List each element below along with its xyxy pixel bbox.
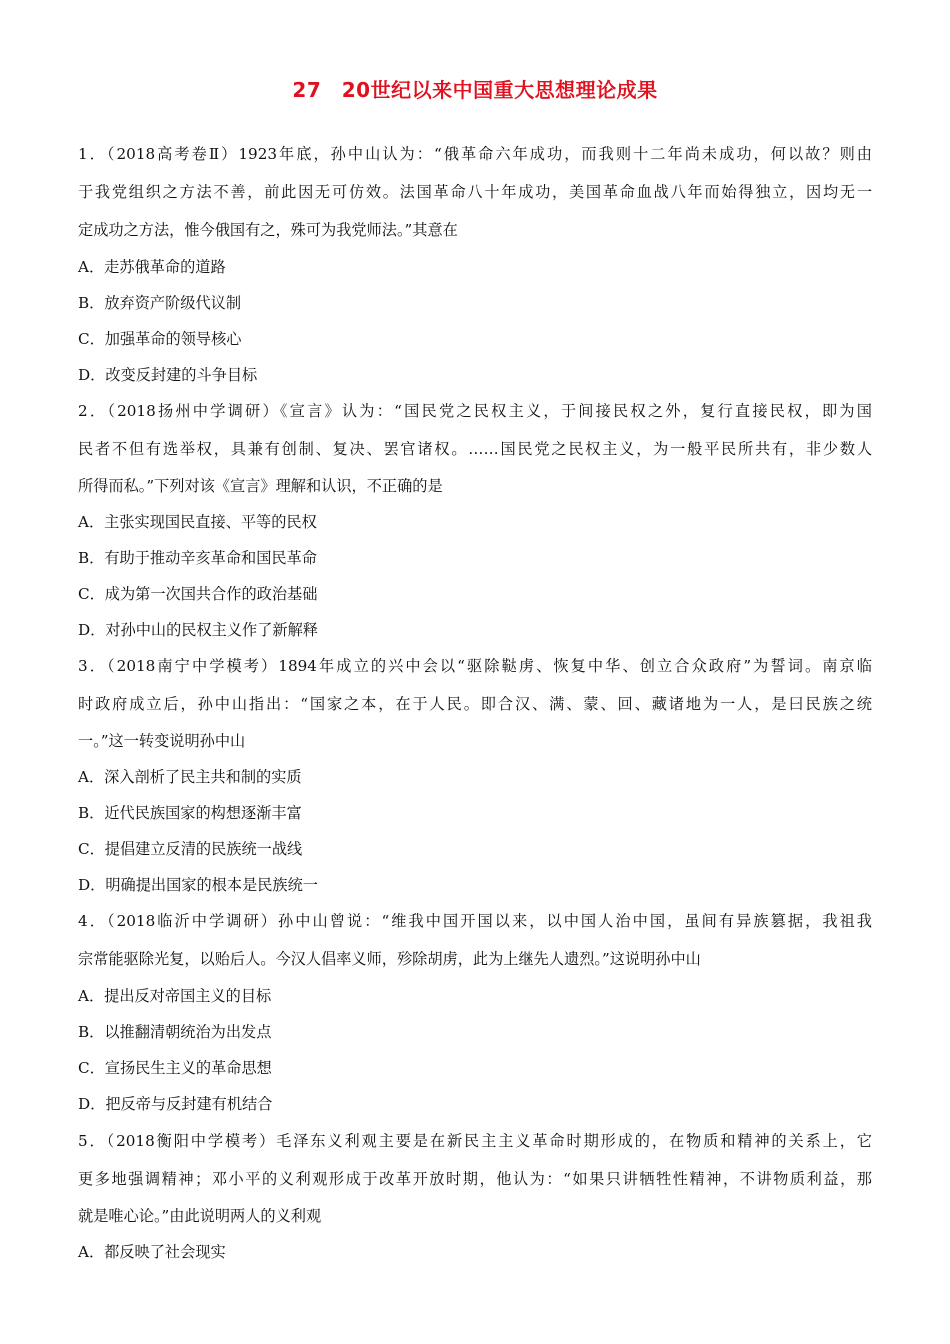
question-3-line-2: 时政府成立后，孙中山指出：“国家之本，在于人民。即合汉、满、蒙、回、藏诸地为一人，是曰民族之统 bbox=[78, 695, 872, 713]
question-3-option-a: A．深入剖析了民主共和制的实质 bbox=[78, 768, 302, 786]
question-1-option-a: A．走苏俄革命的道路 bbox=[78, 258, 226, 276]
question-1-line-1: 1．（2018高考卷Ⅱ）1923年底，孙中山认为：“俄革命六年成功，而我则十二年尚未成功，何以故？则由 bbox=[78, 145, 872, 163]
question-2-option-a: A．主张实现国民直接、平等的民权 bbox=[78, 513, 317, 531]
question-4-option-c: C．宣扬民生主义的革命思想 bbox=[78, 1059, 272, 1077]
question-5-option-a: A．都反映了社会现实 bbox=[78, 1243, 226, 1261]
question-3-option-d: D．明确提出国家的根本是民族统一 bbox=[78, 876, 318, 894]
question-3-line-1: 3．（2018南宁中学模考）1894年成立的兴中会以“驱除鞑虏、恢复中华、创立合众政府”为誓词。南京临 bbox=[78, 657, 872, 675]
question-1-line-2: 于我党组织之方法不善，前此因无可仿效。法国革命八十年成功，美国革命血战八年而始得独立，因均无一 bbox=[78, 183, 872, 201]
question-2-line-1: 2．（2018扬州中学调研）《宣言》认为：“国民党之民权主义，于间接民权之外，复行直接民权，即为国 bbox=[78, 402, 872, 420]
question-5-line-1: 5．（2018衡阳中学模考）毛泽东义利观主要是在新民主主义革命时期形成的，在物质和精神的关系上，它 bbox=[78, 1132, 872, 1150]
page-title: 27 20世纪以来中国重大思想理论成果 bbox=[292, 78, 658, 102]
question-2-option-d: D．对孙中山的民权主义作了新解释 bbox=[78, 621, 318, 639]
question-1-option-d: D．改变反封建的斗争目标 bbox=[78, 366, 258, 384]
question-3-line-3: 一。”这一转变说明孙中山 bbox=[78, 732, 246, 750]
question-5-line-3: 就是唯心论。”由此说明两人的义利观 bbox=[78, 1207, 322, 1225]
question-2-option-b: B．有助于推动辛亥革命和国民革命 bbox=[78, 549, 317, 567]
question-4-option-a: A．提出反对帝国主义的目标 bbox=[78, 987, 272, 1005]
question-2-line-2: 民者不但有选举权，具兼有创制、复决、罢官诸权。……国民党之民权主义，为一般平民所共有，非少数人 bbox=[78, 440, 872, 458]
question-5-line-2: 更多地强调精神；邓小平的义利观形成于改革开放时期，他认为：“如果只讲牺牲性精神，不讲物质利益，那 bbox=[78, 1170, 872, 1188]
question-4-line-2: 宗常能驱除光复，以贻后人。今汉人倡率义师，殄除胡虏，此为上继先人遗烈。”这说明孙中山 bbox=[78, 950, 701, 968]
question-2-line-3: 所得而私。”下列对该《宣言》理解和认识，不正确的是 bbox=[78, 477, 443, 495]
question-2-option-c: C．成为第一次国共合作的政治基础 bbox=[78, 585, 318, 603]
question-1-option-b: B．放弃资产阶级代议制 bbox=[78, 294, 242, 312]
question-4-option-b: B．以推翻清朝统治为出发点 bbox=[78, 1023, 272, 1041]
question-1-line-3: 定成功之方法，惟今俄国有之，殊可为我党师法。”其意在 bbox=[78, 221, 458, 239]
question-3-option-b: B．近代民族国家的构想逐渐丰富 bbox=[78, 804, 302, 822]
question-4-line-1: 4．（2018临沂中学调研）孙中山曾说：“维我中国开国以来，以中国人治中国，虽间有异族篡据，我祖我 bbox=[78, 912, 872, 930]
question-4-option-d: D．把反帝与反封建有机结合 bbox=[78, 1095, 273, 1113]
question-3-option-c: C．提倡建立反清的民族统一战线 bbox=[78, 840, 303, 858]
question-1-option-c: C．加强革命的领导核心 bbox=[78, 330, 242, 348]
